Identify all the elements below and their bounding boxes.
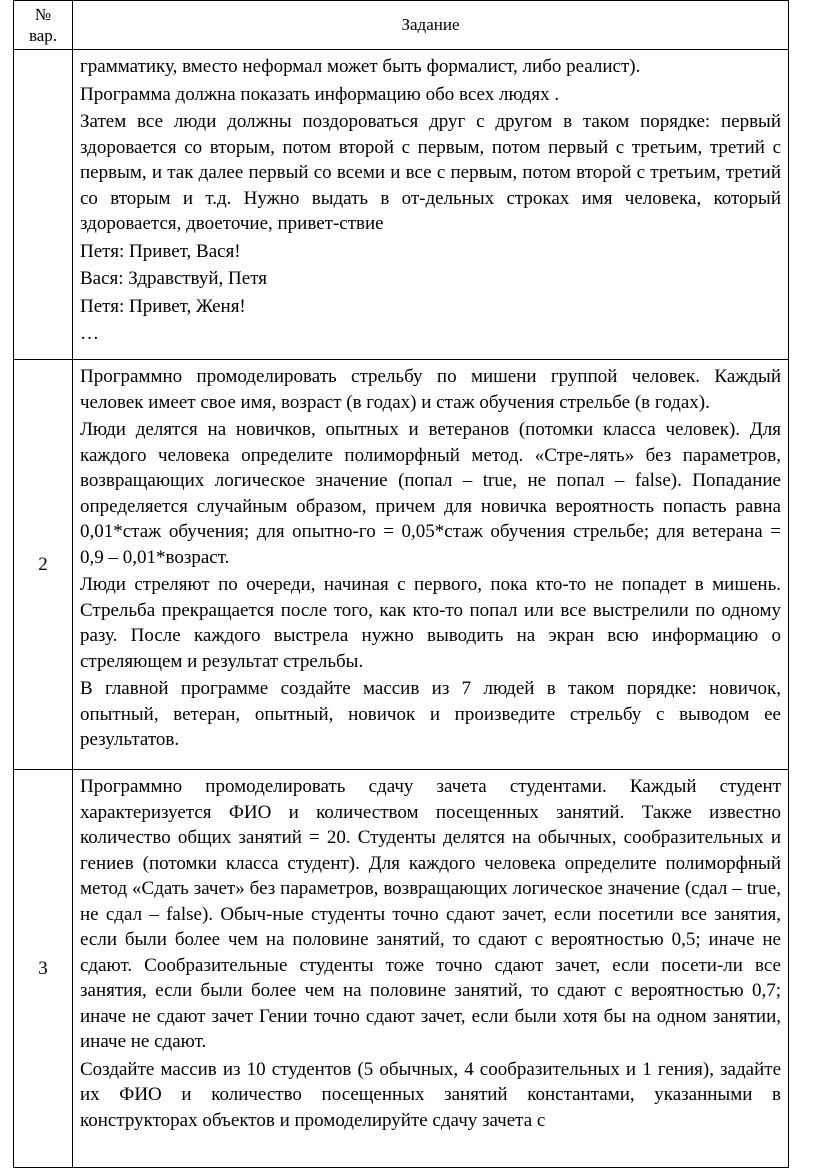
task-paragraph: Затем все люди должны поздороваться друг с другом в таком порядке: первый здоровается со вторым, потом второй с первым, потом первый с третьим, третий с первым, и так далее первый со всеми и все с первым, потом второй с третьим, третий со вторым и т.д. Нужно выдать в от-дельных строках имя человека, который здоровается, двоеточие, привет-ствие — [80, 111, 781, 234]
task-paragraph: В главной программе создайте массив из 7 людей в таком порядке: новичок, опытный, ветеран, опытный, новичок и произведите стрельбу с выводом ее результатов. — [80, 678, 781, 750]
task-paragraph: грамматику, вместо неформал может быть формалист, либо реалист). — [80, 56, 641, 77]
document-page — [13, 0, 789, 1168]
task-paragraph: Программа должна показать информацию обо всех людях . — [80, 83, 560, 105]
table-row — [14, 360, 789, 770]
task-cell — [73, 360, 789, 770]
task-paragraph: Программно промоделировать стрельбу по мишени группой человек. Каждый человек имеет свое имя, возраст (в годах) и стаж обучения стрельбе (в годах). — [80, 366, 781, 413]
variant-number-cell — [14, 50, 73, 360]
assignment-table — [13, 0, 789, 1168]
task-paragraph: Вася: Здравствуй, Петя — [80, 268, 267, 289]
task-paragraph: Люди делятся на новичков, опытных и ветеранов (потомки класса человек). Для каждого человека определите полиморфный метод. «Стре-лять» без параметров, возвращающих логическое значение (попал – true, не попал – false). Попадание определяется случайным образом, причем для новичка вероятность попасть равна 0,01*стаж обучения; для опытно-го = 0,05*стаж обучения стрельбе; для ветерана = 0,9 – 0,01*возраст. — [80, 419, 781, 568]
variant-number-cell: 3 — [14, 770, 73, 1168]
task-cell — [73, 50, 789, 360]
header-variant-number — [14, 1, 73, 50]
table-header-row — [14, 1, 789, 50]
table-row — [14, 50, 789, 360]
task-paragraph: Создайте массив из 10 студентов (5 обычных, 4 сообразительных и 1 гения), задайте их ФИО и количество посещенных занятий константами, указанными в конструкторах объектов и промоделируйте сдачу зачета с — [80, 1058, 781, 1131]
table-row — [14, 770, 789, 1168]
task-paragraph: … — [80, 323, 99, 344]
header-num-label: вар. — [28, 26, 58, 45]
header-task: Задание — [73, 1, 789, 50]
task-paragraph: Петя: Привет, Женя! — [80, 295, 246, 317]
header-num-symbol: № — [34, 5, 52, 24]
task-paragraph: Программно промоделировать сдачу зачета студентами. Каждый студент характеризуется ФИО и количеством посещенных занятий. Также известно количество общих занятий = 20. Студенты делятся на обычных, сообразительных и гениев (потомки класса студент). Для каждого человека определите полиморфный метод «Сдать зачет» без параметров, возвращающих логическое значение (сдал – true, не сдал – false). Обыч-ные студенты точно сдают зачет, если посетили все занятия, если были более чем на половине занятий, то сдают с вероятностью 0,5; иначе не сдают. Сообразительные студенты тоже точно сдают зачет, если посети-ли все занятия, если были более чем на половине занятий, то сдают с вероятностью 0,7; иначе не сдают зачет Гении точно сдают зачет, если были хотя бы на одном занятии, иначе не сдают. — [80, 776, 781, 1052]
task-paragraph: Петя: Привет, Вася! — [80, 240, 241, 262]
variant-number-cell: 2 — [14, 360, 73, 770]
task-paragraph: Люди стреляют по очереди, начиная с первого, пока кто-то не попадет в мишень. Стрельба прекращается после того, как кто-то попал или все выстрелили по одному разу. После каждого выстрела нужно выводить на экран всю информацию о стреляющем и результат стрельбы. — [80, 574, 781, 672]
task-cell — [73, 770, 789, 1168]
